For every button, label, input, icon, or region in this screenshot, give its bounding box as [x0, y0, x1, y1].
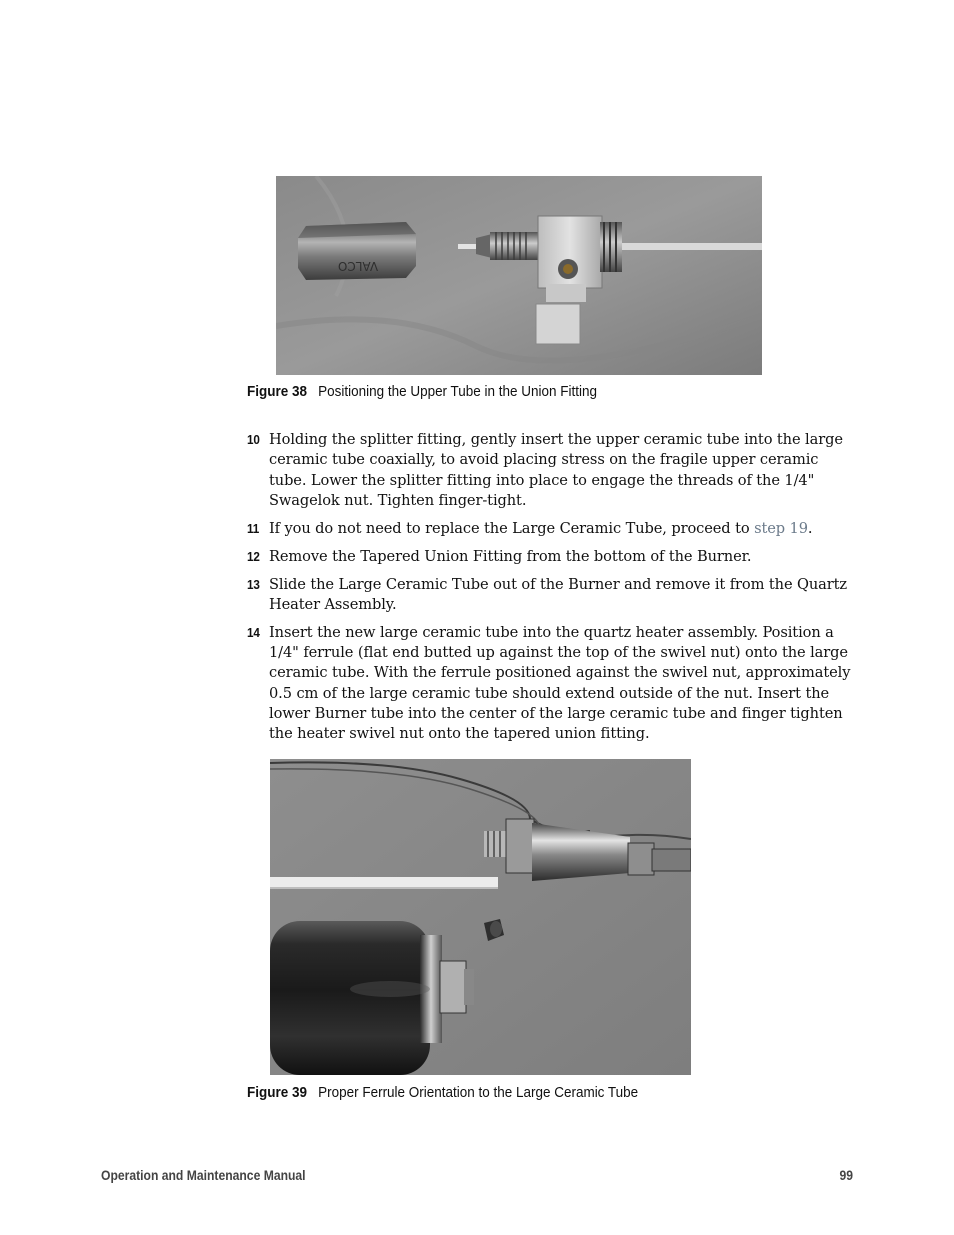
valco-nut: [298, 222, 416, 280]
step-number: 10: [247, 432, 260, 447]
figure-39-label: Figure 39: [247, 1085, 307, 1101]
figure-39-caption: [247, 1085, 638, 1101]
step-19-link[interactable]: step 19: [754, 519, 808, 537]
step-text-end: .: [807, 519, 813, 537]
step-11: [247, 519, 857, 539]
figure-39-caption-text: Proper Ferrule Orientation to the Large Ceramic Tube: [318, 1085, 639, 1101]
step-14: [247, 623, 857, 745]
footer-manual-title: Operation and Maintenance Manual: [101, 1168, 306, 1183]
step-text: Insert the new large ceramic tube into the quartz heater assembly. Position a 1/4" ferrule (flat end butted up against the top of the swivel nut) onto the large ceramic tube. With the ferrule positioned against the swivel nut, approximately 0.5 cm of the large ceramic tube should extend outside of the nut. Insert the lower Burner tube into the center of the large ceramic tube and finger tighten the heater swivel nut onto the tapered union fitting.: [269, 623, 851, 743]
figure-39-photo: [270, 759, 691, 1075]
step-text: Slide the Large Ceramic Tube out of the Burner and remove it from the Quartz Heater Assembly.: [269, 575, 848, 613]
step-12: [247, 547, 857, 567]
valco-text: VALCO: [337, 259, 379, 273]
footer-page-number: 99: [839, 1168, 853, 1183]
figure-38-label: Figure 38: [247, 384, 307, 400]
figure-38-caption-text: Positioning the Upper Tube in the Union Fitting: [318, 384, 597, 400]
step-10: [247, 430, 857, 511]
step-number: 14: [247, 624, 260, 640]
step-text: Holding the splitter fitting, gently insert the upper ceramic tube into the large ceramic tube coaxially, to avoid placing stress on the fragile upper ceramic tube. Lower the splitter fitting into place to engage the threads of the 1/4" Swagelok nut. Tighten finger-tight.: [269, 431, 843, 509]
step-number: 11: [247, 520, 260, 536]
figure-38-caption: [247, 384, 597, 400]
step-text: Remove the Tapered Union Fitting from the bottom of the Burner.: [269, 547, 752, 565]
step-number: 13: [247, 576, 260, 592]
procedure-steps: [247, 430, 857, 752]
figure-38-photo: [276, 176, 762, 375]
step-number: 12: [247, 548, 260, 564]
step-13: [247, 575, 857, 616]
step-text: If you do not need to replace the Large Ceramic Tube, proceed to: [269, 519, 755, 537]
